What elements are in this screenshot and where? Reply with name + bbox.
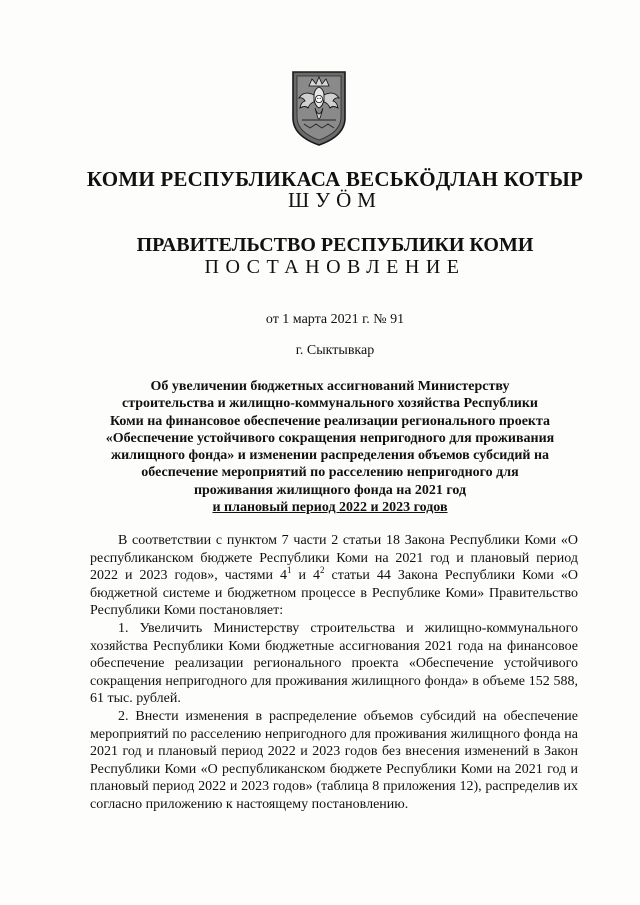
komi-republic-coat-of-arms-icon bbox=[290, 68, 348, 148]
clause-1: 1. Увеличить Министерству строительства и жилищно-коммунального хозяйства Республики Коми бюджетные ассигнования 2021 года на финансовое обеспечение реализации регионального проекта «Обеспечение устойчивого сокращения непригодного для проживания жилищного фонда» в объеме 152 588, 61 тыс. рублей. bbox=[90, 620, 578, 707]
title-line: проживания жилищного фонда на 2021 год bbox=[193, 482, 467, 498]
superscript: 1 bbox=[286, 565, 292, 576]
date-number: от 1 марта 2021 г. № 91 bbox=[265, 312, 405, 327]
title-line: строительства и жилищно-коммунального хозяйства Республики bbox=[121, 396, 538, 412]
title-line: обеспечение мероприятий по расселению непригодного для bbox=[141, 465, 519, 481]
title-line-underlined: и плановый период 2022 и 2023 годов bbox=[212, 500, 448, 516]
title-line: Об увеличении бюджетных ассигнований Министерству bbox=[150, 379, 510, 394]
document-body bbox=[90, 532, 578, 814]
doc-type: ПОСТАНОВЛЕНИЕ bbox=[204, 256, 466, 278]
komi-org-name: КОМИ РЕСПУБЛИКАСА ВЕСЬКӦДЛАН КОТЫР bbox=[86, 167, 584, 191]
document-title bbox=[85, 378, 575, 516]
org-name: ПРАВИТЕЛЬСТВО РЕСПУБЛИКИ КОМИ bbox=[136, 234, 534, 256]
preamble-text: статьи 44 Закона Республики Коми «О бюджетной системе и бюджетном процессе в Республике Коми» Правительство Республики Коми постановляет: bbox=[90, 568, 578, 619]
preamble-text: В соответствии с пунктом 7 части 2 статьи 18 Закона Республики Коми «О республиканском бюджете Республики Коми на 2021 год и плановый период 2022 и 2023 годов», частями 4 bbox=[90, 533, 578, 584]
preamble-paragraph bbox=[90, 532, 578, 620]
clause-2: 2. Внести изменения в распределение объемов субсидий на обеспечение мероприятий по расселению непригодного для проживания жилищного фонда на 2021 год и плановый период 2022 и 2023 годов без внесения изменений в Закон Республики Коми «О республиканском бюджете Республики Коми на 2021 год и плановый период 2022 и 2023 годов» (таблица 8 приложения 12), распределив их согласно приложению к настоящему постановлению. bbox=[90, 708, 578, 812]
komi-doc-type: ШУӦМ bbox=[288, 188, 382, 212]
city: г. Сыктывкар bbox=[295, 343, 375, 358]
preamble-text: и 4 bbox=[291, 568, 320, 584]
superscript: 2 bbox=[319, 565, 325, 576]
title-line: «Обеспечение устойчивого сокращения непригодного для проживания bbox=[105, 430, 555, 446]
title-line: жилищного фонда» и изменении распределения объемов субсидий на bbox=[110, 448, 550, 464]
title-line: Коми на финансовое обеспечение реализации регионального проекта bbox=[109, 413, 551, 429]
